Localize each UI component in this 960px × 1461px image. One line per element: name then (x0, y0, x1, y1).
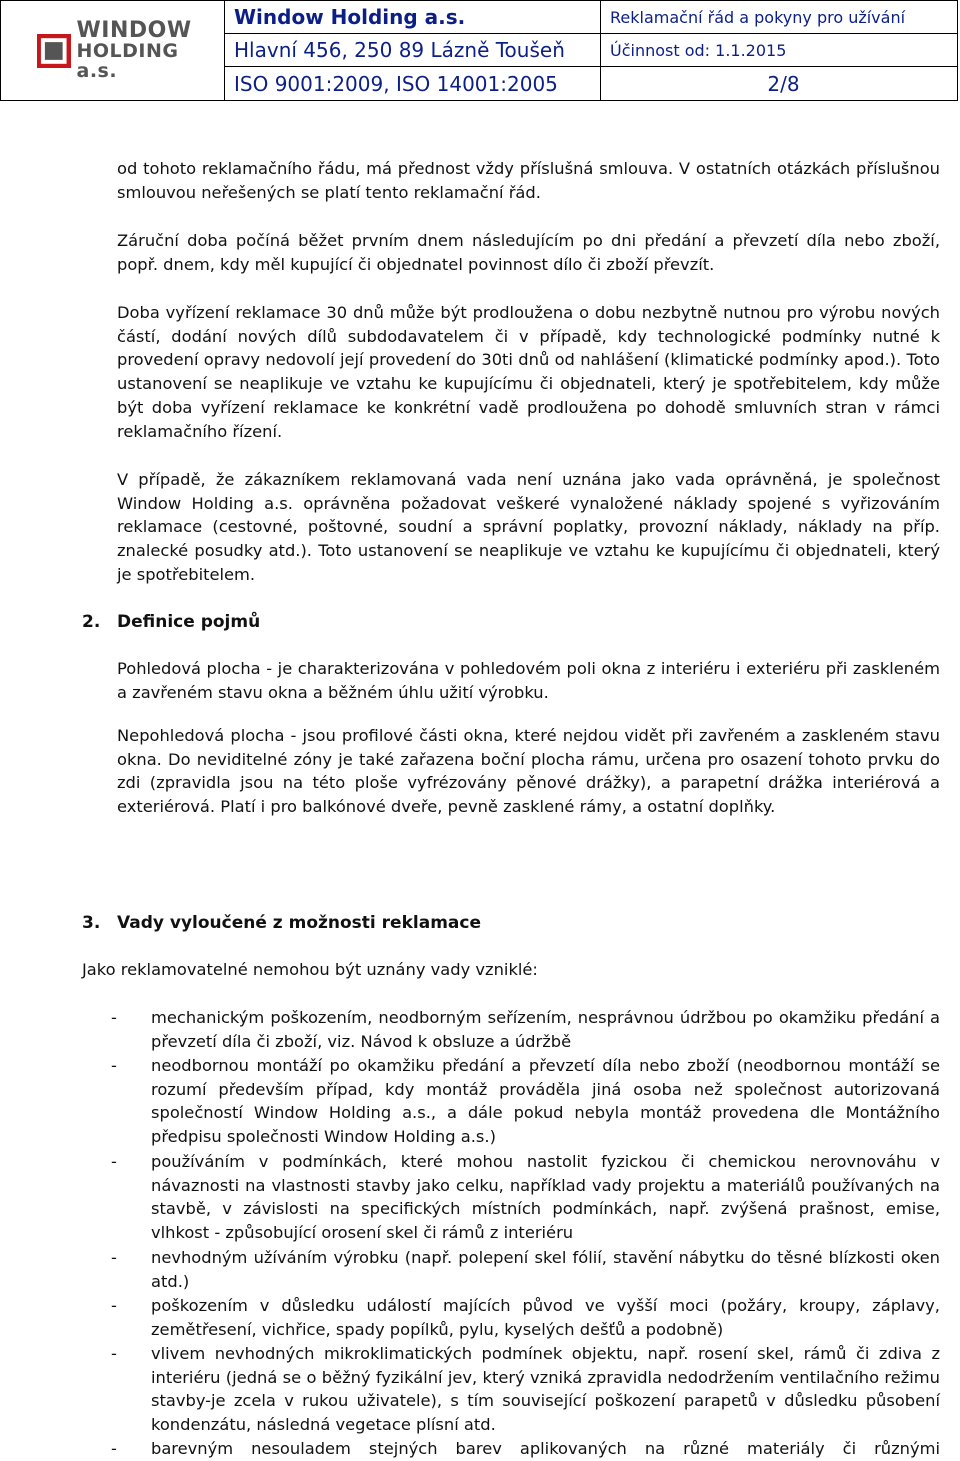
logo (1, 1, 225, 100)
list-item (111, 1150, 940, 1246)
company-name: Window Holding a.s. (225, 1, 600, 34)
paragraph-visible-surface: Pohledová plocha - je charakterizována v pohledovém poli okna z interiéru i exteriéru při zaskleném a zavřeném stavu okna a běžném úhlu užití výrobku. (117, 659, 940, 702)
document-header (0, 0, 958, 101)
list-dash: - (111, 1248, 117, 1267)
list-item (111, 1246, 940, 1294)
list-dash: - (111, 1152, 117, 1171)
list-dash: - (111, 1056, 117, 1075)
document-title: Reklamační řád a pokyny pro užívání (601, 1, 957, 34)
list-item (111, 1294, 940, 1342)
list-item-text: poškozením v důsledku událostí majících původ ve vyšší moci (požáry, kroupy, záplavy, zemětřesení, vichřice, spady popílků, pylu, kyselých dešťů a podobně) (151, 1296, 940, 1339)
company-address: Hlavní 456, 250 89 Lázně Toušeň (225, 34, 600, 67)
logo-line1: WINDOW (76, 17, 192, 43)
paragraph-processing-time: Doba vyřízení reklamace 30 dnů může být prodloužena o dobu nezbytně nutnou pro výrobu nových částí, dodání nových dílů subdodavatelem či v případě, kdy technologické podmínky nutné k provedení opravy nedovolí její provedení do 30ti dnů od nahlášení (klimatické podmínky apod.). Toto ustanovení se neaplikuje ve vztahu ke kupujícímu či objednateli, který je spotřebitelem, kdy může být doba vyřízení reklamace ke konkrétní vadě prodloužena po dohodě smluvních stran v rámci reklamačního řízení. (117, 303, 940, 441)
paragraph-unjustified-claim-costs: V případě, že zákazníkem reklamovaná vada není uznána jako vada oprávněná, je společnost Window Holding a.s. oprávněna požadovat veškeré vynaložené náklady spojené s vyřizováním reklamace (cestovné, poštovné, soudní a správní poplatky, provozní náklady, náklady na příp. znalecké posudky atd.). Toto ustanovení se neaplikuje ve vztahu ke kupujícímu či objednateli, který je spotřebitelem. (117, 470, 940, 584)
list-item-text: používáním v podmínkách, které mohou nastolit fyzickou či chemickou nerovnováhu v návaznosti na vlastnosti stavby jako celku, například vady projektu a materiálů používaných na stavbě, v závislosti na specifických místních podmínkách, např. zvýšená prašnost, emise, vlhkost - způsobující orosení skel či rámů z interiéru (151, 1152, 940, 1243)
list-dash: - (111, 1296, 117, 1315)
iso-certifications: ISO 9001:2009, ISO 14001:2005 (234, 71, 558, 96)
section-2-heading (82, 611, 260, 635)
list-item-text: neodbornou montáží po okamžiku předání a převzetí díla nebo zboží (neodbornou montáží se rozumí především případ, kdy montáž prováděla jiná osoba než společnost autorizovaná společností Window Holding a.s., a dále pokud nebyla montáž provedena dle Montážního předpisu společnosti Window Holding a.s.) (151, 1056, 940, 1147)
list-item (111, 1342, 940, 1438)
list-item (111, 1006, 940, 1054)
list-item (111, 1437, 940, 1461)
page-number: 2/8 (767, 71, 800, 96)
window-holding-logo-mark-icon (37, 34, 71, 68)
list-dash: - (111, 1344, 117, 1363)
list-dash: - (111, 1008, 117, 1027)
list-item-text: vlivem nevhodných mikroklimatických podmínek objektu, např. rosení skel, rámů či zdiva z interiéru (jedná se o běžný fyzikální jev, který vzniká zpravidla nedodržením ventilačního režimu stavby-je zcela v rukou uživatele), s tím související poškození parapetů v důsledku působení kondenzátu, následná vegetace plísní atd. (151, 1344, 940, 1435)
list-item (111, 1054, 940, 1150)
logo-wordmark (76, 17, 225, 82)
section-3-intro: Jako reklamovatelné nemohou být uznány vady vzniklé: (82, 960, 538, 979)
section-2-title: Definice pojmů (117, 612, 261, 632)
paragraph-contract-precedence: od tohoto reklamačního řádu, má přednost vždy příslušná smlouva. V ostatních otázkách příslušnou smlouvou neřešených se platí tento reklamační řád. (117, 159, 940, 202)
paragraph-warranty-start: Záruční doba počíná běžet prvním dnem následujícím po dni předání a převzetí díla nebo zboží, popř. dnem, kdy měl kupující či objednatel povinnost dílo či zboží převzít. (117, 231, 940, 274)
paragraph-non-visible-surface: Nepohledová plocha - jsou profilové části okna, které nejdou vidět při zavřeném a zaskleném stavu okna. Do neviditelné zóny je také zařazena boční plocha rámu, určena pro osazení tohoto prvku do zdi (zpravidla jsou na této ploše vyfrézovány pěnové drážky), a parapetní drážka interiérová a exteriérová. Platí i pro balkónové dveře, pevně zasklené rámy, a ostatní doplňky. (117, 726, 940, 817)
list-item-text: nevhodným užíváním výrobku (např. polepení skel fólií, stavění nábytku do těsné blízkosti oken atd.) (151, 1248, 940, 1291)
section-3-number: 3. (82, 913, 101, 933)
section-3-title: Vady vyloučené z možnosti reklamace (117, 913, 481, 933)
header-company-block (225, 1, 601, 100)
section-2-number: 2. (82, 612, 101, 632)
list-item-text: mechanickým poškozením, neodborným seřízením, nesprávnou údržbou po okamžiku předání a převzetí díla či zboží, viz. Návod k obsluze a údržbě (151, 1008, 940, 1051)
logo-line2: HOLDING a.s. (76, 39, 179, 82)
list-item-text: barevným nesouladem stejných barev aplikovaných na různé materiály či různými (151, 1439, 940, 1458)
effective-date: Účinnost od: 1.1.2015 (601, 34, 957, 67)
section-3-heading (82, 912, 481, 936)
list-dash: - (111, 1439, 117, 1458)
header-document-block (601, 1, 957, 100)
